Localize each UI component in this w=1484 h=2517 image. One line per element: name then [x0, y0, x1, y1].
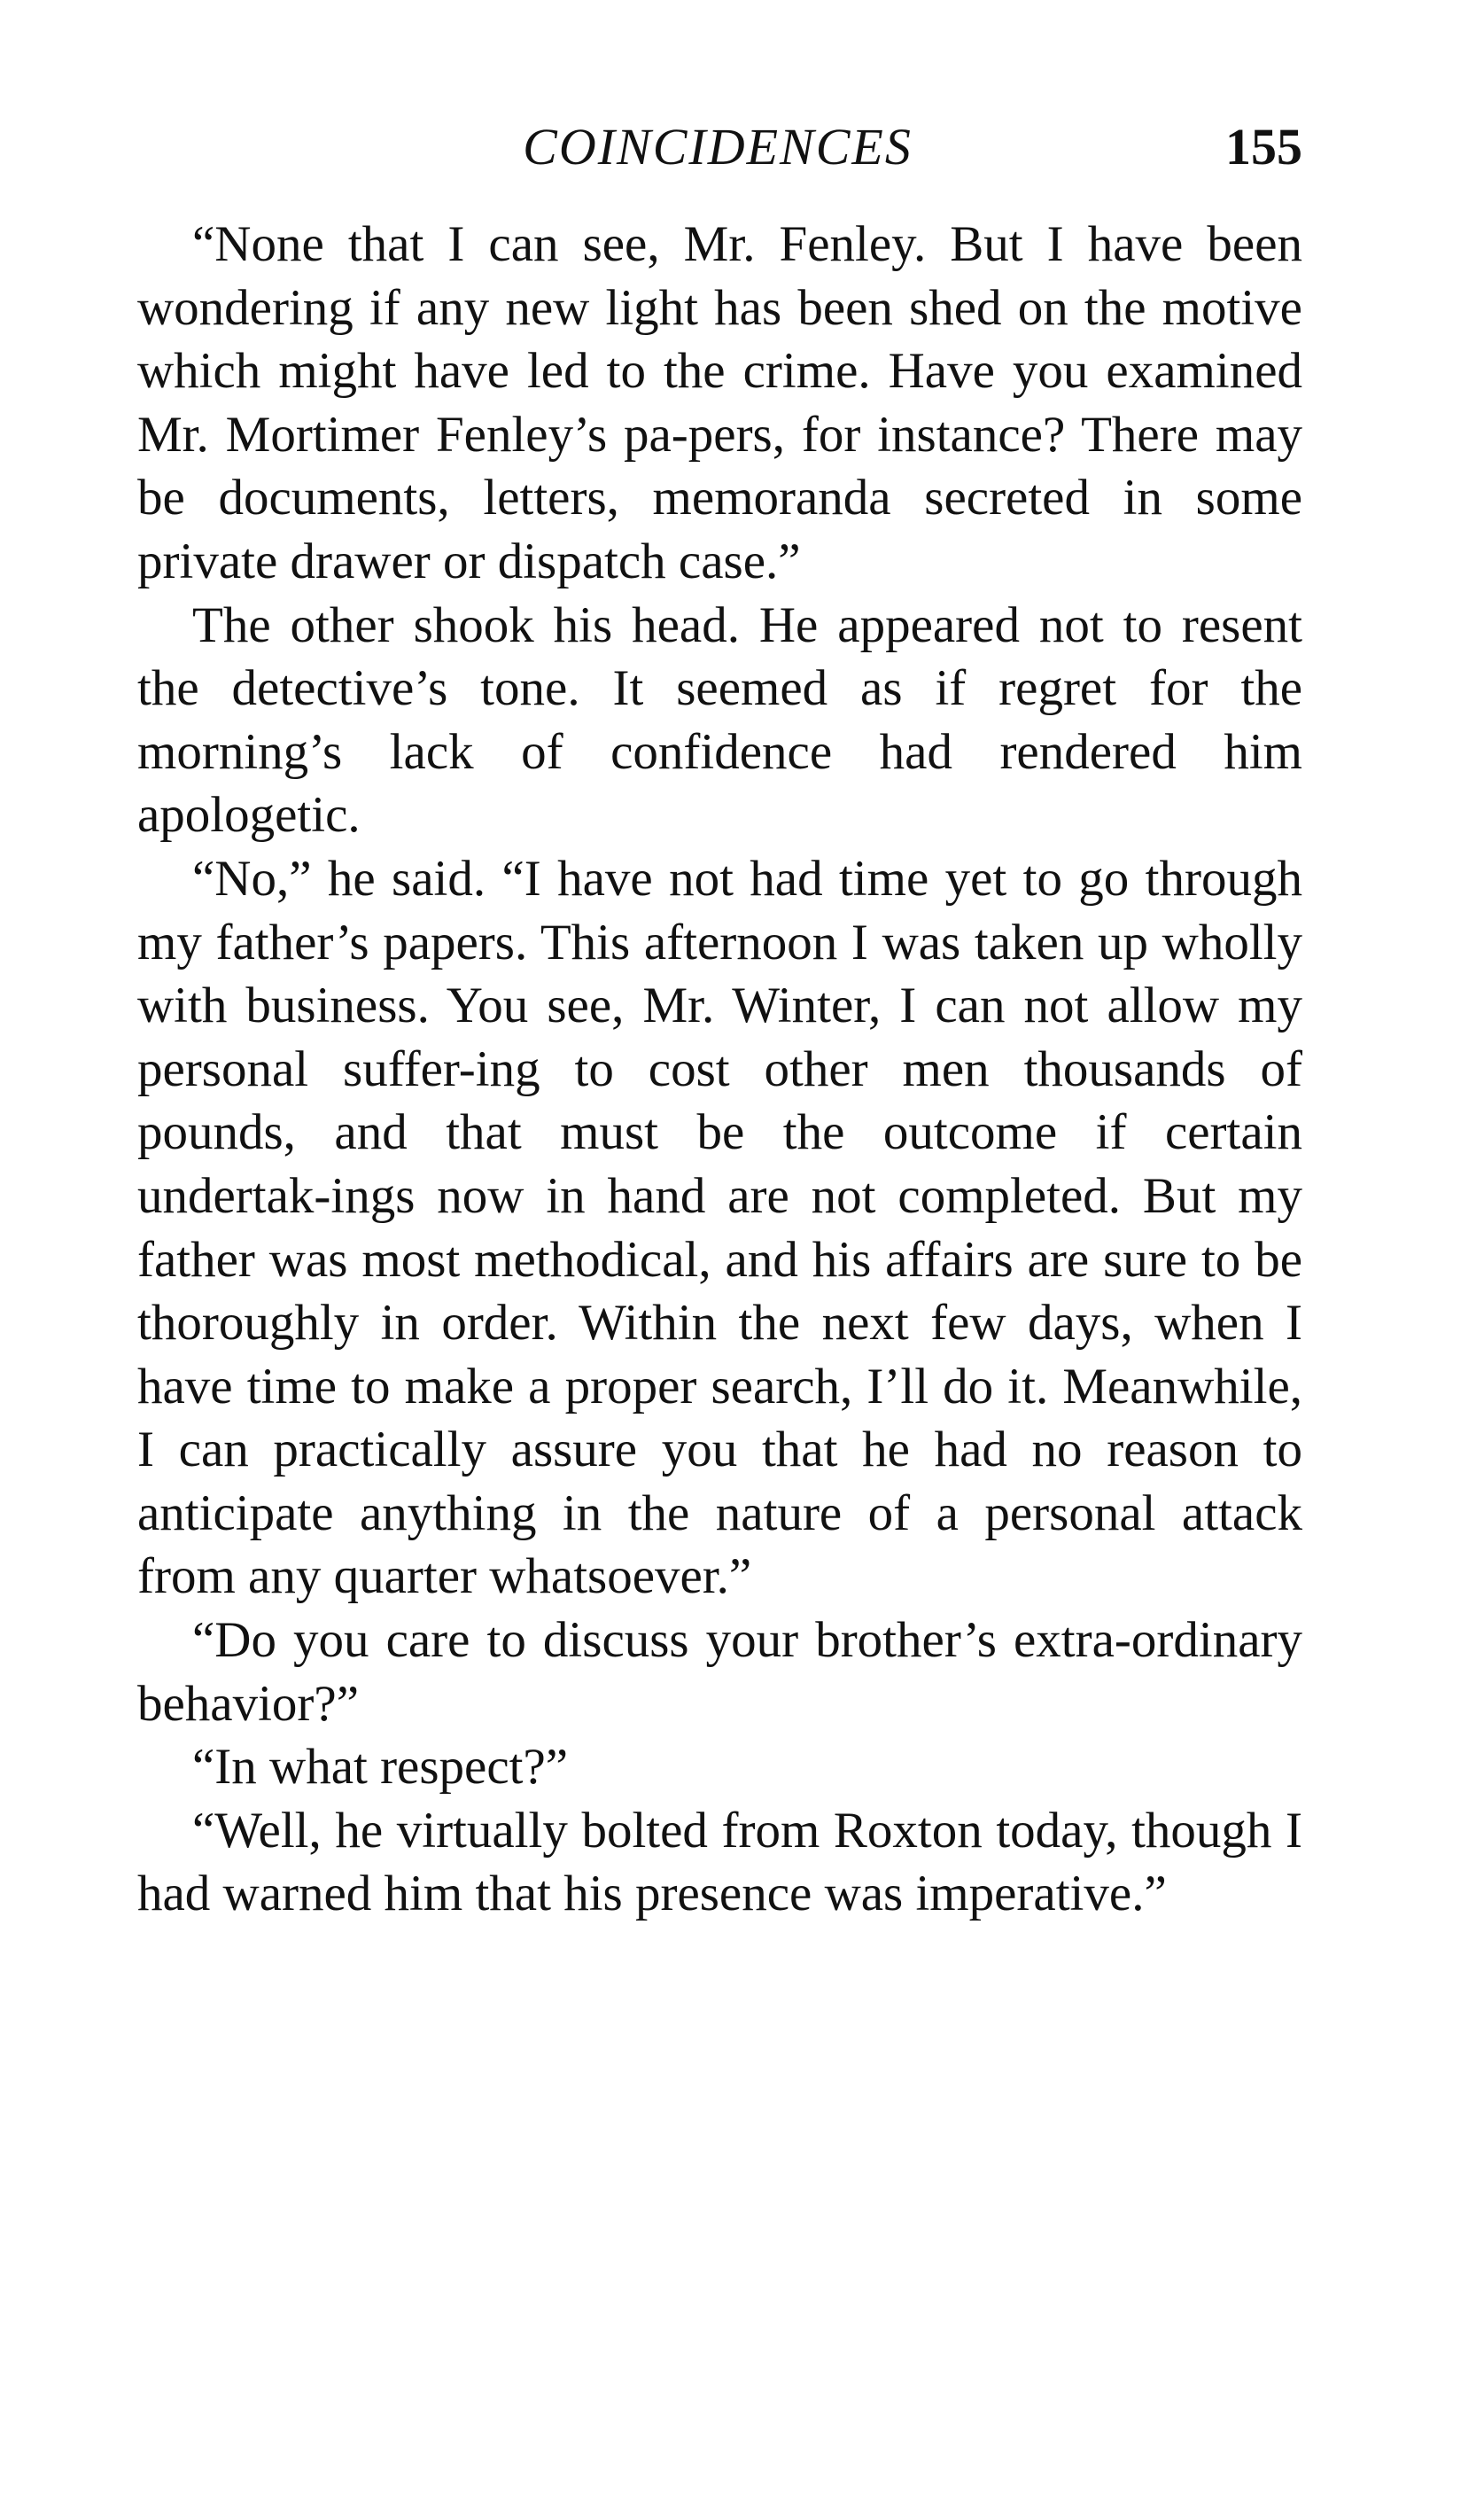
page-number: 155 — [1225, 118, 1302, 175]
paragraph: “In what respect?” — [192, 1739, 569, 1796]
paragraph: “None that I can see, Mr. Fenley. But I have been wondering if any new light has been shed on the motive which might have led to the crime. Have you examined Mr. Mortimer Fenley’s pa-pers, for instance? There may be documents, letters, memoranda secreted in some private drawer or dispatch case.” — [137, 216, 1302, 589]
paragraph: “Do you care to discuss your brother’s extra-ordinary behavior?” — [137, 1612, 1302, 1732]
paragraph: “Well, he virtually bolted from Roxton today, though I had warned him that his presence was imperative.” — [137, 1802, 1302, 1922]
paragraph: The other shook his head. He appeared not to resent the detective’s tone. It seemed as if regret for the morning’s lack of confidence had rendered him apologetic. — [137, 596, 1302, 844]
running-title: COINCIDENCES — [523, 118, 913, 175]
paragraph: “No,” he said. “I have not had time yet to go through my father’s papers. This afternoon I was taken up wholly with business. You see, Mr. Winter, I can not allow my personal suffer-ing to cost other men thousands of pounds, and that must be the outcome if certain undertak-ings now in hand are not completed. But my father was most methodical, and his affairs are sure to be thoroughly in order. Within the next few days, when I have time to make a proper search, I’ll do it. Meanwhile, I can practically assure you that he had no reason to anticipate anything in the nature of a personal attack from any quarter whatsoever.” — [137, 850, 1302, 1605]
body-text — [137, 213, 1302, 1926]
running-header — [133, 106, 1302, 186]
